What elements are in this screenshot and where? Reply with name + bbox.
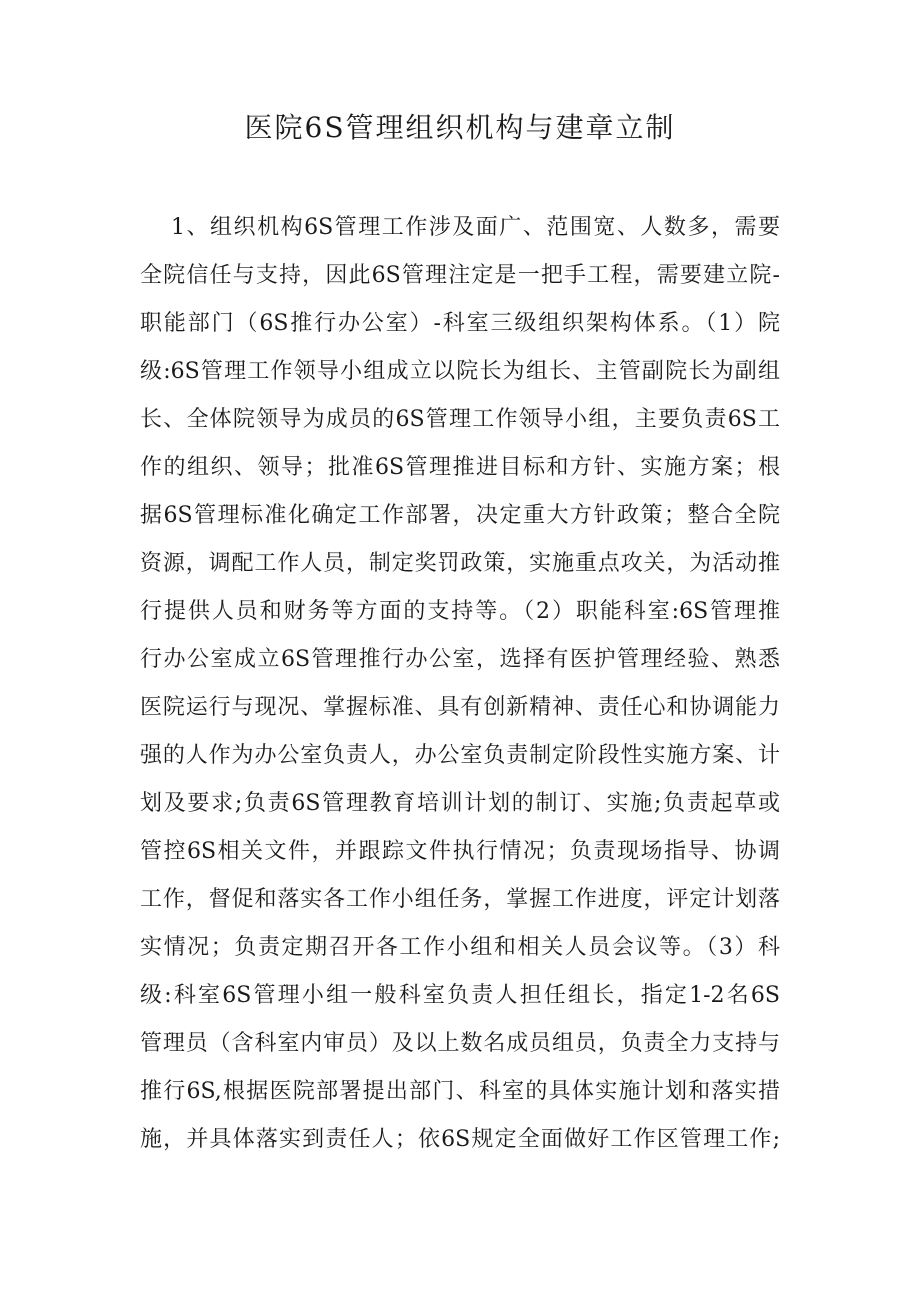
paragraph-line: 级:6S管理工作领导小组成立以院长为组长、主管副院长为副组 (140, 359, 780, 384)
paragraph-line: 推行6S,根据医院部署提出部门、科室的具体实施计划和落实措 (140, 1079, 780, 1104)
paragraph-line: 行提供人员和财务等方面的支持等。（2）职能科室:6S管理推 (140, 599, 780, 624)
paragraph-line: 实情况；负责定期召开各工作小组和相关人员会议等。（3）科 (140, 935, 780, 960)
paragraph-line: 长、全体院领导为成员的6S管理工作领导小组，主要负责6S工 (140, 407, 780, 432)
paragraph-line: 资源，调配工作人员，制定奖罚政策，实施重点攻关，为活动推 (140, 551, 780, 576)
paragraph-line: 行办公室成立6S管理推行办公室，选择有医护管理经验、熟悉 (140, 647, 780, 672)
paragraph-line: 全院信任与支持，因此6S管理注定是一把手工程，需要建立院- (140, 263, 780, 288)
paragraph-line: 级:科室6S管理小组一般科室负责人担任组长，指定1-2名6S (140, 983, 780, 1008)
paragraph-line: 医院运行与现况、掌握标准、具有创新精神、责任心和协调能力 (140, 695, 780, 720)
paragraph-line: 划及要求;负责6S管理教育培训计划的制订、实施;负责起草或 (140, 791, 780, 816)
paragraph-line: 1、组织机构6S管理工作涉及面广、范围宽、人数多，需要 (171, 215, 780, 240)
document-title: 医院6S管理组织机构与建章立制 (244, 111, 676, 144)
paragraph-line: 工作，督促和落实各工作小组任务，掌握工作进度，评定计划落 (140, 887, 780, 912)
paragraph-line: 管控6S相关文件，并跟踪文件执行情况；负责现场指导、协调 (140, 839, 780, 864)
document-body (140, 204, 780, 1164)
paragraph-line: 作的组织、领导；批准6S管理推进目标和方针、实施方案；根 (140, 455, 780, 480)
paragraph-line: 据6S管理标准化确定工作部署，决定重大方针政策；整合全院 (140, 503, 780, 528)
paragraph-line: 职能部门（6S推行办公室）-科室三级组织架构体系。（1）院 (140, 311, 780, 336)
paragraph-line: 施，并具体落实到责任人；依6S规定全面做好工作区管理工作; (140, 1127, 780, 1152)
paragraph-line: 管理员（含科室内审员）及以上数名成员组员，负责全力支持与 (140, 1031, 780, 1056)
paragraph-line: 强的人作为办公室负责人，办公室负责制定阶段性实施方案、计 (140, 743, 780, 768)
